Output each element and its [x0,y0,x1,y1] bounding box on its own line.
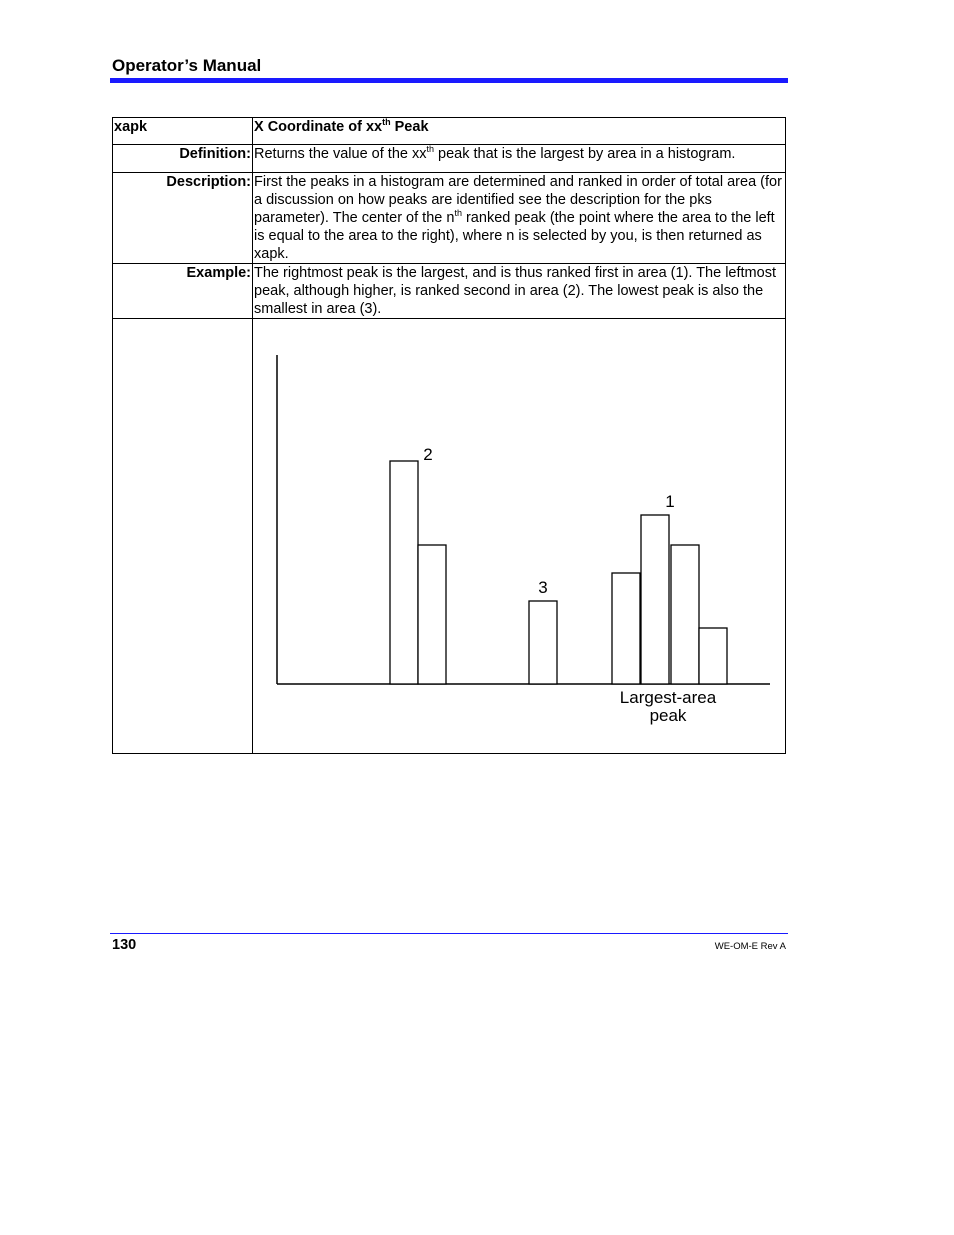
parameter-title [253,118,786,145]
histogram-bars [390,461,727,684]
histogram-bar [612,573,640,684]
parameter-name: xapk [113,118,253,145]
definition-sup: th [426,144,435,155]
parameter-table [112,117,786,754]
description-pre: First the peaks in a histogram are determined and ranked in order of total area (for a discussion on how peaks are identified see the description for the pks parameter). The center of the n [254,174,782,226]
histogram-bar [390,461,418,684]
description-post: ranked peak (the point where the area to the left is equal to the area to the right), where n is selected by you, is then returned as xapk. [254,210,775,262]
example-label: Example: [113,264,253,319]
description-label: Description: [113,173,253,264]
histogram-bar [699,628,727,684]
page-number: 130 [112,937,137,953]
title-pre: X Coordinate of xx [254,119,383,135]
example-text: The rightmost peak is the largest, and is thus ranked first in area (1). The leftmost peak, although higher, is ranked second in area (2). The lowest peak is also the smallest in area (3). [253,264,786,319]
definition-pre: Returns the value of the xx [254,146,427,162]
footer-rule [110,933,788,934]
histogram-bar [529,601,557,684]
table-row-heading [113,118,786,145]
caption-line2: peak [649,706,687,725]
description-sup: th [454,208,462,219]
definition-label: Definition: [113,145,253,173]
figure-cell [253,319,786,754]
histogram-bar [641,515,669,684]
title-post: Peak [390,119,429,135]
header-rule [110,78,788,83]
histogram-bar [418,545,446,684]
definition-post: peak that is the largest by area in a histogram. [434,146,736,162]
description-text [253,173,786,264]
peak-label: 1 [665,492,675,511]
document-id: WE-OM-E Rev A [714,941,786,952]
peak-label: 2 [423,445,433,464]
peak-label: 3 [538,578,548,597]
histogram-bar [671,545,699,684]
table-row-description [113,173,786,264]
definition-text [253,145,786,173]
header-title: Operator’s Manual [112,56,262,75]
histogram-figure [253,319,784,753]
figure-empty-cell [113,319,253,754]
table-row-figure [113,319,786,754]
table-row-definition [113,145,786,173]
table-row-example [113,264,786,319]
histogram-svg [253,319,784,753]
caption-line1: Largest-area [619,688,717,707]
title-sup: th [382,117,391,128]
